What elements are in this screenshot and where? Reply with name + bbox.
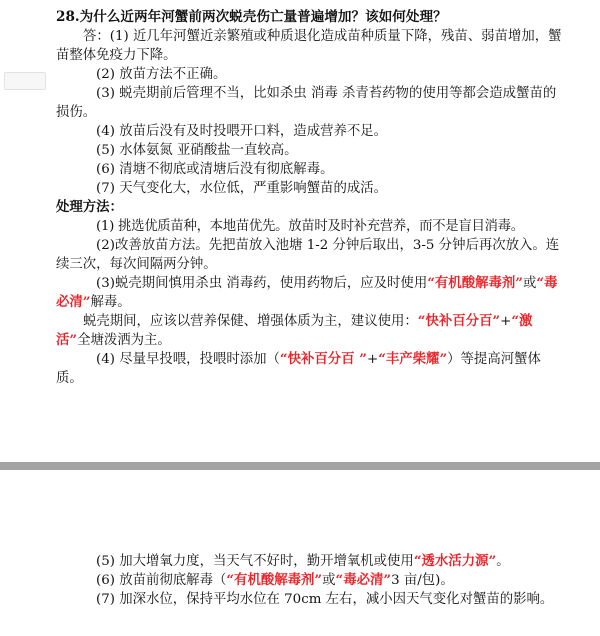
method-1: (1) 挑选优质苗种，本地苗优先。放苗时及时补充营养，而不是盲目消毒。 [96,219,524,234]
method-5-text: (5) 加大增氧力度，当天气不好时，勤开增氧机或使用 [96,554,414,569]
product-dubiqing-2: “毒必清” [335,572,392,588]
method-3-text: (3)蜕壳期间慎用杀虫 消毒药，使用药物后，应及时使用 [96,276,428,291]
answer-cause-5: (5) 水体氨氮 亚硝酸盐一直较高。 [96,143,298,158]
answer-cause-4: (4) 放苗后没有及时投喂开口料，造成营养不足。 [96,124,388,139]
product-kuaibu: “快补百分百” [417,313,501,329]
document-page-2 [0,470,600,636]
method-6 [56,571,566,590]
page-1-content [56,8,566,388]
method-heading: 处理方法： [56,199,123,215]
product-dubiqing: “毒必清” [56,275,558,310]
product-kuaibu-2: “快补百分百 ” [279,351,367,367]
method-3-suffix: 解毒。 [90,295,131,310]
page-separator [0,462,600,470]
answer-cause-2: (2) 放苗方法不正确。 [96,67,227,82]
sidebar-tab[interactable] [4,72,46,90]
method-4 [56,350,566,388]
product-jihuo: “激活” [56,313,533,348]
method-5 [56,552,566,571]
answer-cause-7: (7) 天气变化大，水位低，严重影响蟹苗的成活。 [96,181,388,196]
product-fengchan: “丰产柴耀” [378,351,448,367]
question-title: 28.为什么近两年河蟹前两次蜕壳伤亡量普遍增加？该如何处理？ [56,9,447,25]
method-4-suffix: ）等提高河蟹体质。 [56,352,541,386]
product-toushui: “透水活力源” [413,553,497,569]
molting-advice [56,312,566,350]
answer-cause-3: (3) 蜕壳期前后管理不当，比如杀虫 消毒 杀青苔药物的使用等都会造成蟹苗的损伤。 [56,86,557,120]
molting-text: 蜕壳期间，应该以营养保健、增强体质为主，建议使用： [83,314,418,329]
molting-plus: + [500,314,512,329]
molting-suffix: 全塘泼洒为主。 [77,333,171,348]
method-6-suffix: 3 亩/包)。 [391,573,454,588]
product-organic-acid-detox-2: “有机酸解毒剂” [226,572,323,588]
method-3-or: 或 [522,276,537,291]
method-3 [56,274,566,312]
answer-cause-1: 答：(1) 近几年河蟹近亲繁殖或种质退化造成苗种质量下降，残苗、弱苗增加，蟹苗整体免疫力下降。 [56,29,562,63]
method-5-suffix: 。 [496,554,510,569]
method-2: (2)改善放苗方法。先把苗放入池塘 1-2 分钟后取出，3-5 分钟后再次放入。连续三次，每次间隔两分钟。 [56,238,560,272]
product-organic-acid-detox: “有机酸解毒剂” [427,275,523,291]
method-6-or: 或 [322,573,336,588]
method-6-text: (6) 放苗前彻底解毒（ [96,573,227,588]
answer-cause-6: (6) 清塘不彻底或清塘后没有彻底解毒。 [96,162,334,177]
method-4-text: (4) 尽量早投喂，投喂时添加（ [96,352,280,367]
method-4-plus: + [366,352,379,367]
page-2-content [56,552,566,609]
method-7: (7) 加深水位，保持平均水位在 70cm 左右，减小因天气变化对蟹苗的影响。 [96,592,554,607]
